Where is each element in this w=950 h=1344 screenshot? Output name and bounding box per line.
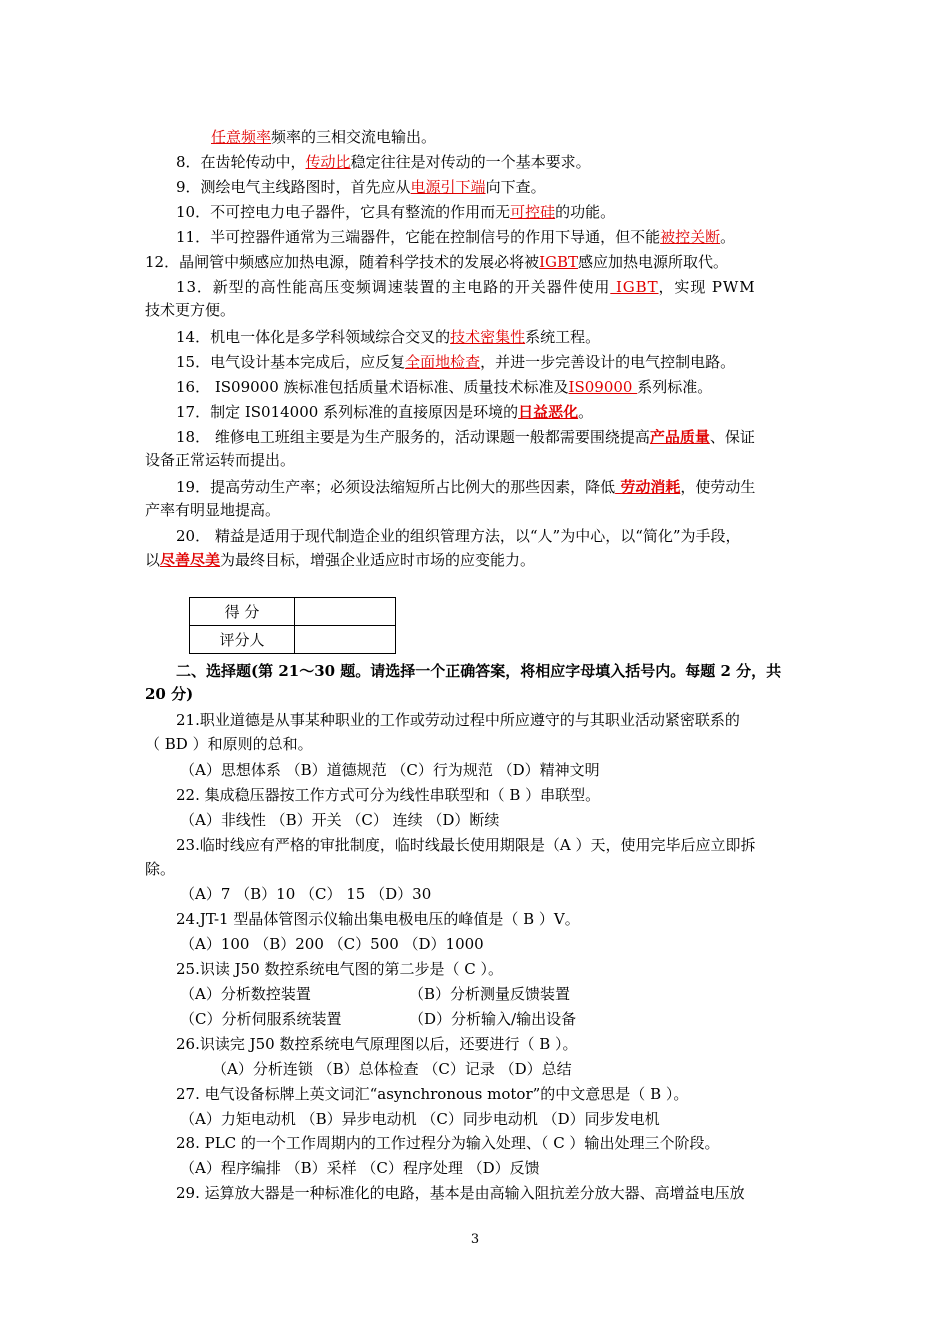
question-13: 13．新型的高性能高压变频调速装置的主电路的开关器件使用 IGBT，实现 PWM: [176, 278, 756, 296]
question-17: 17．制定 IS014000 系列标准的直接原因是环境的日益恶化。: [176, 403, 594, 421]
question-26: 26.识读完 J50 数控系统电气原理图以后，还要进行（ B ）。: [176, 1035, 578, 1053]
question-19-line-2: 产率有明显地提高。: [145, 501, 281, 519]
question-10: 10．不可控电力电子器件，它具有整流的作用而无可控硅的功能。: [176, 203, 616, 221]
question-22-options: （A）非线性 （B）开关 （C） 连续 （D）断续: [180, 811, 500, 829]
answer: 产品质量: [649, 428, 710, 446]
question-15: 15．电气设计基本完成后，应反复全面地检查，并进一步完善设计的电气控制电路。: [176, 353, 736, 371]
question-9: 9．测绘电气主线路图时，首先应从电源引下端向下查。: [176, 178, 546, 196]
answer: IGBT: [610, 278, 659, 296]
answer: IGBT: [539, 253, 579, 271]
question-21-line-2: （ BD ）和原则的总和。: [145, 735, 313, 753]
question-18: 18． 维修电工班组主要是为生产服务的，活动课题一般都需要围绕提高产品质量、保证: [176, 428, 755, 446]
question-20: 20． 精益是适用于现代制造企业的组织管理方法，以“人”为中心，以“简化”为手段，: [176, 527, 741, 545]
answer: 劳动消耗: [615, 478, 681, 496]
question-25: 25.识读 J50 数控系统电气图的第二步是（ C ）。: [176, 960, 504, 978]
score-label: 得 分: [190, 598, 295, 626]
answer: 传动比: [305, 153, 351, 171]
question-25-option-d: （D）分析输入/输出设备: [409, 1010, 577, 1028]
question-13-line-2: 技术更方便。: [145, 301, 236, 319]
question-23: 23.临时线应有严格的审批制度，临时线最长使用期限是（A ）天，使用完毕后应立即拆: [176, 836, 756, 854]
section-2-heading-line-2: 20 分): [145, 685, 194, 703]
grader-label: 评分人: [190, 626, 295, 654]
question-25-option-c: （C）分析伺服系统装置: [180, 1010, 342, 1028]
answer: 技术密集性: [450, 328, 526, 346]
question-14: 14．机电一体化是多学科领域综合交叉的技术密集性系统工程。: [176, 328, 601, 346]
question-16: 16． IS09000 族标准包括质量术语标准、质量技术标准及IS09000 系列标准。: [176, 378, 713, 396]
grader-cell: [295, 626, 396, 654]
answer: 任意频率: [211, 128, 272, 146]
question-21-options: （A）思想体系 （B）道德规范 （C）行为规范 （D）精神文明: [180, 761, 600, 779]
question-25-option-a: （A）分析数控装置: [180, 985, 311, 1003]
question-24: 24.JT-1 型晶体管图示仪输出集电极电压的峰值是（ B ）V。: [176, 910, 580, 928]
question-18-line-2: 设备正常运转而提出。: [145, 451, 296, 469]
question-28: 28. PLC 的一个工作周期内的工作过程分为输入处理、（ C ）输出处理三个阶段。: [176, 1134, 720, 1152]
question-26-options: （A）分析连锁 （B）总体检查 （C）记录 （D）总结: [212, 1060, 572, 1078]
question-25-option-b: （B）分析测量反馈装置: [409, 985, 571, 1003]
answer: 全面地检查: [405, 353, 481, 371]
question-21: 21.职业道德是从事某种职业的工作或劳动过程中所应遵守的与其职业活动紧密联系的: [176, 711, 740, 729]
score-cell: [295, 598, 396, 626]
answer: 尽善尽美: [160, 551, 221, 569]
answer: 电源引下端: [410, 178, 486, 196]
score-table: [189, 597, 396, 654]
question-27-options: （A）力矩电动机 （B）异步电动机 （C）同步电动机 （D）同步发电机: [180, 1110, 660, 1128]
question-24-options: （A）100 （B）200 （C）500 （D）1000: [180, 935, 484, 953]
question-27: 27. 电气设备标牌上英文词汇“asynchronous motor”的中文意思是（ B ）。: [176, 1085, 689, 1103]
answer: IS09000: [568, 378, 638, 396]
question-23-line-2: 除。: [145, 860, 176, 878]
question-20-line-2: 以尽善尽美为最终目标，增强企业适应时市场的应变能力。: [145, 551, 536, 569]
question-23-options: （A）7 （B）10 （C） 15 （D）30: [180, 885, 432, 903]
question-11: 11．半可控器件通常为三端器件，它能在控制信号的作用下导通，但不能被控关断。: [176, 228, 736, 246]
page-number: 3: [470, 1232, 480, 1247]
section-2-heading: 二、选择题(第 21～30 题。请选择一个正确答案，将相应字母填入括号内。每题 2 分，共: [176, 662, 782, 680]
question-22: 22. 集成稳压器按工作方式可分为线性串联型和（ B ）串联型。: [176, 786, 601, 804]
question-8: 8．在齿轮传动中，传动比稳定往往是对传动的一个基本要求。: [176, 153, 591, 171]
question-19: 19．提高劳动生产率；必须设法缩短所占比例大的那些因素，降低 劳动消耗，使劳动生: [176, 478, 756, 496]
answer: 被控关断: [660, 228, 721, 246]
question-28-options: （A）程序编排 （B）采样 （C）程序处理 （D）反馈: [180, 1159, 540, 1177]
question-29: 29. 运算放大器是一种标准化的电路，基本是由高输入阻抗差分放大器、高增益电压放: [176, 1184, 745, 1202]
answer: 可控硅: [510, 203, 556, 221]
answer: 日益恶化: [518, 403, 579, 421]
question-12: 12．晶闸管中频感应加热电源，随着科学技术的发展必将被IGBT感应加热电源所取代。: [145, 253, 729, 271]
q7-continuation: 任意频率频率的三相交流电输出。: [211, 128, 437, 146]
